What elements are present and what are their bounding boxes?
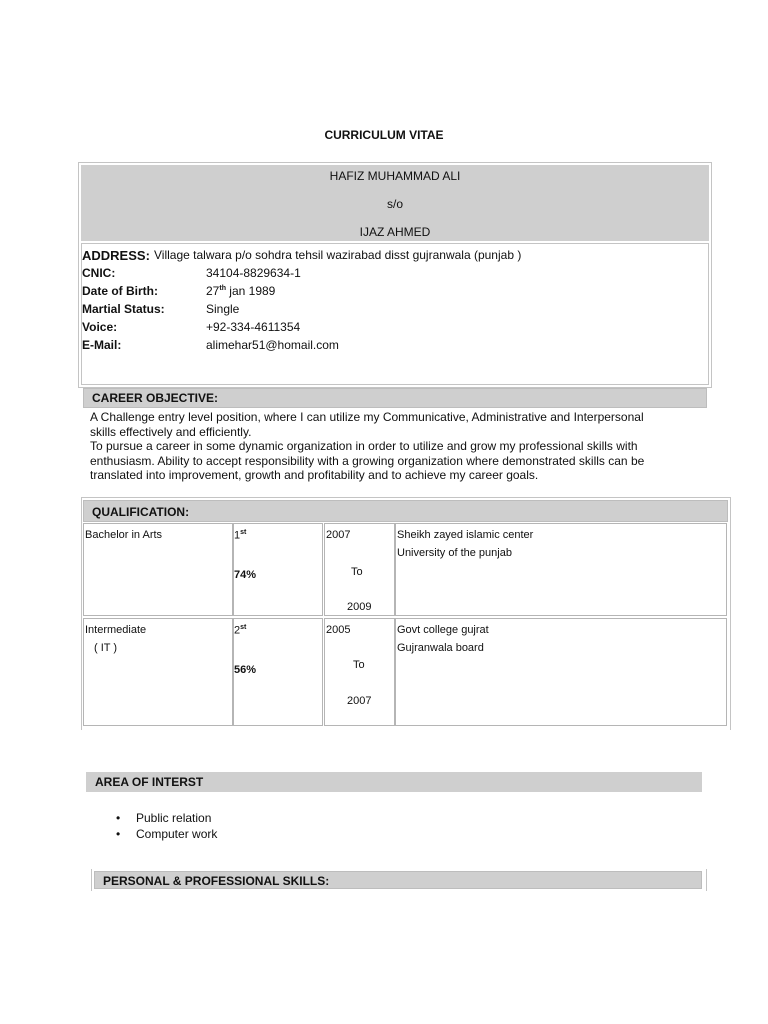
qualification-table — [81, 497, 731, 730]
voice-label: Voice: — [82, 320, 118, 334]
division-cell: 2st 56% — [233, 618, 323, 726]
document-title: CURRICULUM VITAE — [324, 128, 444, 142]
relation-text: s/o — [386, 197, 403, 211]
degree-cell: Bachelor in Arts — [83, 523, 233, 616]
father-name: IJAZ AHMED — [359, 225, 431, 239]
area-of-interest-heading: AREA OF INTERST — [86, 772, 702, 792]
list-item: • Public relation — [108, 810, 217, 826]
address-value: Village talwara p/o sohdra tehsil wazirabad disst gujranwala (punjab ) — [154, 248, 522, 262]
voice-value: +92-334-4611354 — [206, 320, 301, 334]
institution-cell: Sheikh zayed islamic center University of the punjab — [395, 523, 727, 616]
skills-heading: PERSONAL & PROFESSIONAL SKILLS: — [94, 871, 702, 889]
marital-value: Single — [206, 302, 240, 316]
year-cell: 2005 To 2007 — [324, 618, 395, 726]
career-objective-text: A Challenge entry level position, where I can utilize my Communicative, Administrative and Interpersonal skills effectively and efficiently. To pursue a career in some dynamic organization in order to utilize and grow my professional skills with enthusiasm. Ability to accept responsibility with a growing organization where demonstrated skills can be translated into improvement, growth and profitability and to achieve my career goals. — [90, 410, 645, 482]
division-cell: 1st 74% — [233, 523, 323, 616]
degree-cell: Intermediate ( IT ) — [83, 618, 233, 726]
marital-label: Martial Status: — [82, 302, 165, 316]
email-label: E-Mail: — [82, 338, 122, 352]
institution-cell: Govt college gujrat Gujranwala board — [395, 618, 727, 726]
year-cell: 2007 To 2009 — [324, 523, 395, 616]
career-objective-heading: CAREER OBJECTIVE: — [83, 388, 707, 408]
list-item: • Computer work — [108, 826, 217, 842]
qualification-heading: QUALIFICATION: — [83, 500, 728, 522]
dob-label: Date of Birth: — [82, 284, 158, 298]
applicant-name: HAFIZ MUHAMMAD ALI — [329, 169, 461, 183]
email-value[interactable]: alimehar51@homail.com — [206, 338, 339, 352]
interest-list — [108, 810, 217, 842]
personal-info-box — [81, 243, 709, 385]
cnic-value: 34104-8829634-1 — [206, 266, 301, 280]
address-label: ADDRESS: — [82, 248, 150, 263]
cnic-label: CNIC: — [82, 266, 116, 280]
dob-value: 27th jan 1989 — [206, 284, 276, 298]
header-block — [78, 162, 712, 388]
skills-frame — [91, 869, 707, 891]
name-banner — [81, 165, 709, 241]
